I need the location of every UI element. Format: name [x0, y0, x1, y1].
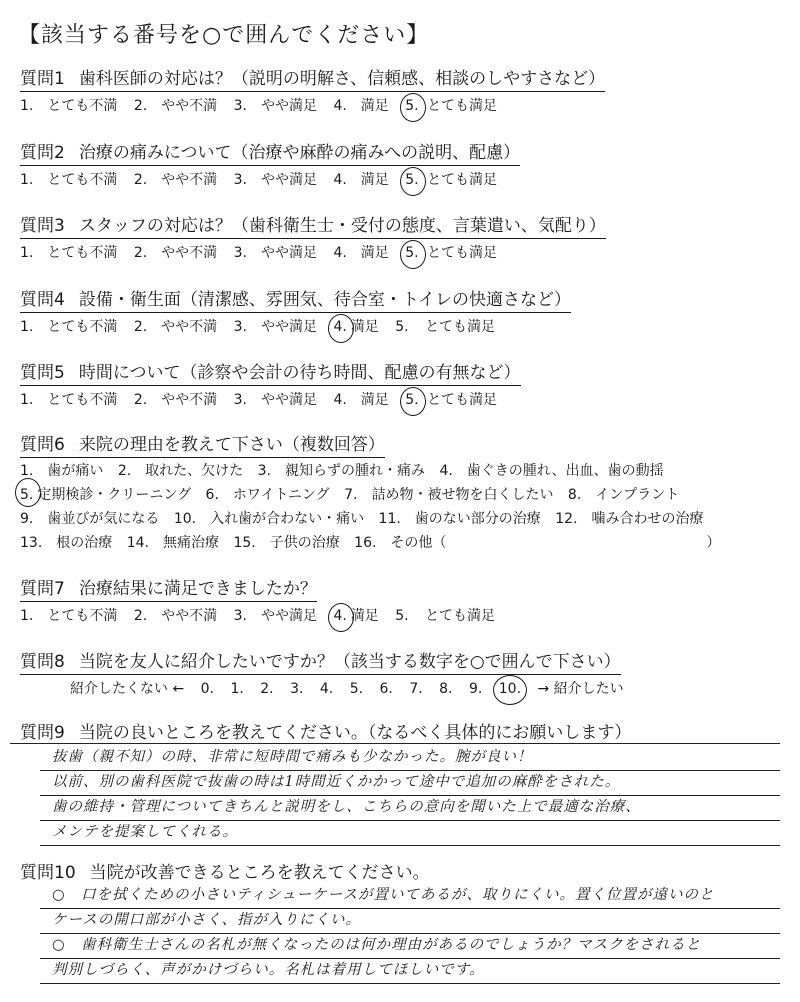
- option-2[interactable]: 2. やや不満: [133, 172, 218, 188]
- option-4-circled[interactable]: 4.: [333, 608, 347, 624]
- option-2[interactable]: 2. やや不満: [133, 319, 218, 335]
- option-3[interactable]: 3. やや満足: [233, 319, 317, 335]
- answer-line: ケースの開口部が小さく、指が入りにくい。: [40, 909, 780, 934]
- scale-2[interactable]: 2.: [260, 681, 274, 697]
- option-4-circled[interactable]: 4.: [333, 319, 347, 335]
- option-3[interactable]: 3. やや満足: [233, 608, 317, 624]
- option-2[interactable]: 2. やや不満: [133, 392, 218, 408]
- question-1: [20, 64, 780, 115]
- question-number: 質問2: [20, 143, 65, 163]
- option-4[interactable]: 4. 満足: [333, 392, 389, 408]
- option-1[interactable]: 1. とても不満: [20, 98, 118, 114]
- scale-right-label: → 紹介したい: [537, 681, 624, 697]
- question-number: 質問4: [20, 290, 65, 310]
- option-4[interactable]: 4. 満足: [333, 172, 389, 188]
- reason-option[interactable]: 12. 噛み合わせの治療: [555, 511, 704, 527]
- option-5-circled[interactable]: 5.: [405, 172, 419, 188]
- option-2[interactable]: 2. やや不満: [133, 98, 218, 114]
- option-1[interactable]: 1. とても不満: [20, 319, 118, 335]
- reason-option[interactable]: 4. 歯ぐきの腫れ、出血、歯の動揺: [439, 463, 664, 479]
- option-3[interactable]: 3. やや満足: [233, 392, 317, 408]
- scale-left-label: 紹介したくない ←: [70, 681, 185, 697]
- question-8: [20, 647, 780, 698]
- question-text: 治療結果に満足できましたか？: [78, 579, 317, 599]
- answer-line: 抜歯（親不知）の時、非常に短時間で痛みも少なかった。腕が良い！: [40, 746, 780, 771]
- reason-option-other[interactable]: 16. その他（: [354, 535, 447, 551]
- scale-1[interactable]: 1.: [230, 681, 244, 697]
- reason-option[interactable]: 1. 歯が痛い: [20, 463, 104, 479]
- reason-option[interactable]: 10. 入れ歯が合わない・痛い: [173, 511, 365, 527]
- question-text: 来院の理由を教えて下さい（複数回答）: [78, 435, 385, 455]
- question-2: [20, 138, 780, 189]
- q10-answer-area[interactable]: [40, 884, 780, 984]
- option-5[interactable]: 5.: [395, 319, 409, 335]
- reason-option[interactable]: 11. 歯のない部分の治療: [378, 511, 541, 527]
- option-5-label: とても満足: [427, 245, 498, 261]
- reason-option[interactable]: 13. 根の治療: [20, 535, 113, 551]
- option-5-circled[interactable]: 5.: [405, 392, 419, 408]
- reason-option[interactable]: 3. 親知らずの腫れ・痛み: [257, 463, 425, 479]
- question-7: [20, 574, 780, 625]
- page-title: 【該当する番号を○で囲んでください】: [18, 23, 430, 48]
- question-number: 質問6: [20, 435, 65, 455]
- option-5-label: とても満足: [427, 392, 498, 408]
- question-9: [20, 718, 780, 743]
- question-number: 質問8: [20, 652, 65, 672]
- question-number: 質問10: [20, 863, 76, 883]
- answer-options: [20, 95, 780, 115]
- question-text: 当院の良いところを教えてください。（なるべく具体的にお願いします）: [78, 723, 632, 743]
- reason-option[interactable]: 8. インプラント: [567, 487, 680, 503]
- option-3[interactable]: 3. やや満足: [233, 172, 317, 188]
- reason-row: [20, 531, 780, 555]
- question-text: 設備・衛生面（清潔感、雰囲気、待合室・トイレの快適さなど）: [78, 290, 571, 310]
- question-text: スタッフの対応は？（歯科衛生士・受付の態度、言葉遣い、気配り）: [78, 216, 606, 236]
- reason-option[interactable]: 9. 歯並びが気になる: [20, 511, 160, 527]
- option-3[interactable]: 3. やや満足: [233, 98, 317, 114]
- answer-options: [20, 389, 780, 409]
- scale-5[interactable]: 5.: [349, 681, 364, 697]
- reason-option-label: 定期検診・クリーニング: [37, 487, 192, 503]
- option-5-circled[interactable]: 5.: [405, 245, 419, 261]
- question-text: 治療の痛みについて（治療や麻酔の痛みへの説明、配慮）: [78, 143, 521, 163]
- reason-option[interactable]: 14. 無痛治療: [126, 535, 219, 551]
- scale-0[interactable]: 0.: [200, 681, 214, 697]
- question-3: [20, 211, 780, 262]
- option-1[interactable]: 1. とても不満: [20, 392, 118, 408]
- answer-options: [20, 316, 780, 336]
- reason-option[interactable]: 2. 取れた、欠けた: [117, 463, 244, 479]
- answer-top-rule: [10, 743, 780, 744]
- answer-options: [20, 169, 780, 189]
- question-number: 質問9: [20, 723, 65, 743]
- option-4[interactable]: 4. 満足: [333, 245, 389, 261]
- reason-options: [20, 459, 780, 555]
- option-2[interactable]: 2. やや不満: [133, 608, 218, 624]
- scale-10-circled[interactable]: 10.: [498, 681, 522, 697]
- question-text: 当院を友人に紹介したいですか？（該当する数字を○で囲んで下さい）: [78, 652, 621, 672]
- question-number: 質問3: [20, 216, 65, 236]
- reason-option[interactable]: 15. 子供の治療: [233, 535, 340, 551]
- option-1[interactable]: 1. とても不満: [20, 245, 118, 261]
- reason-option-circled[interactable]: 5.: [20, 483, 33, 507]
- option-4-label: 満足: [350, 319, 379, 335]
- answer-options: [20, 242, 780, 262]
- answer-line: メンテを提案してくれる。: [40, 821, 780, 846]
- option-1[interactable]: 1. とても不満: [20, 172, 118, 188]
- question-10: [20, 858, 780, 883]
- answer-options: [20, 605, 780, 625]
- option-2[interactable]: 2. やや不満: [133, 245, 218, 261]
- option-3[interactable]: 3. やや満足: [233, 245, 317, 261]
- question-number: 質問5: [20, 363, 65, 383]
- answer-line: 判別しづらく、声がかけづらい。名札は着用してほしいです。: [40, 959, 780, 984]
- question-text: 歯科医師の対応は？（説明の明解さ、信頼感、相談のしやすさなど）: [78, 69, 606, 89]
- option-4-label: 満足: [350, 608, 379, 624]
- option-5-label: とても満足: [427, 98, 498, 114]
- option-4[interactable]: 4. 満足: [333, 98, 389, 114]
- scale-6[interactable]: 6.: [379, 681, 393, 697]
- reason-option[interactable]: 7. 詰め物・被せ物を白くしたい: [344, 487, 554, 503]
- question-4: [20, 285, 780, 336]
- answer-line: ○ 歯科衛生士さんの名札が無くなったのは何か理由があるのでしょうか？マスクをされると: [40, 934, 780, 959]
- question-number: 質問1: [20, 69, 65, 89]
- option-5-label: とても満足: [427, 172, 498, 188]
- scale-8[interactable]: 8.: [439, 681, 453, 697]
- reason-row: [20, 507, 780, 531]
- scale-3[interactable]: 3.: [290, 681, 304, 697]
- reason-row: [20, 483, 780, 507]
- recommend-scale: [20, 678, 780, 698]
- option-1[interactable]: 1. とても不満: [20, 608, 118, 624]
- answer-line: 歯の維持・管理についてきちんと説明をし、こちらの意向を聞いた上で最適な治療、: [40, 796, 780, 821]
- q9-answer-area[interactable]: [40, 746, 780, 846]
- answer-line: ○ 口を拭くための小さいティシューケースが置いてあるが、取りにくい。置く位置が遠いのと: [40, 884, 780, 909]
- option-5-label: とても満足: [425, 319, 496, 335]
- question-text: 時間について（診察や会計の待ち時間、配慮の有無など）: [78, 363, 521, 383]
- scale-9[interactable]: 9.: [468, 681, 483, 697]
- other-close-paren: ）: [706, 535, 721, 551]
- option-5-circled[interactable]: 5.: [405, 98, 419, 114]
- option-5-label: とても満足: [425, 608, 496, 624]
- question-number: 質問7: [20, 579, 65, 599]
- scale-4[interactable]: 4.: [319, 681, 334, 697]
- reason-option[interactable]: 6. ホワイトニング: [205, 487, 330, 503]
- answer-line: 以前、別の歯科医院で抜歯の時は1時間近くかかって途中で追加の麻酔をされた。: [40, 771, 780, 796]
- option-5[interactable]: 5.: [395, 608, 409, 624]
- question-6: [20, 430, 780, 555]
- question-5: [20, 358, 780, 409]
- question-text: 当院が改善できるところを教えてください。: [89, 863, 430, 883]
- reason-row: [20, 459, 780, 483]
- scale-7[interactable]: 7.: [409, 681, 423, 697]
